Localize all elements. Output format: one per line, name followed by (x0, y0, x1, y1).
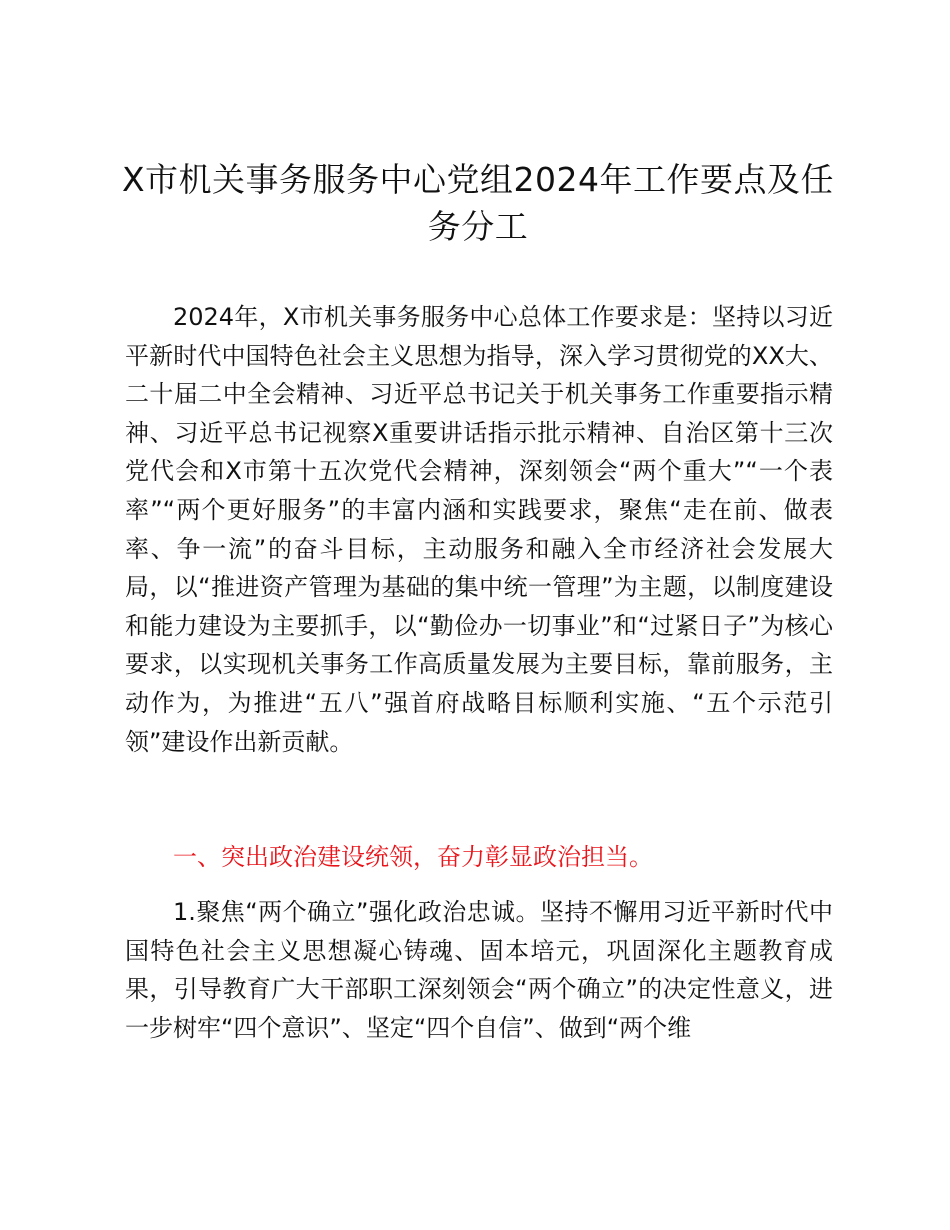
intro-paragraph: 2024年，X市机关事务服务中心总体工作要求是：坚持以习近平新时代中国特色社会主义思想为指导，深入学习贯彻党的XX大、二十届二中全会精神、习近平总书记关于机关事务工作重要指示精神、习近平总书记视察X重要讲话指示批示精神、自治区第十三次党代会和X市第十五次党代会精神，深刻领会“两个重大”“一个表率”“两个更好服务”的丰富内涵和实践要求，聚焦“走在前、做表率、争一流”的奋斗目标，主动服务和融入全市经济社会发展大局，以“推进资产管理为基础的集中统一管理”为主题，以制度建设和能力建设为主要抓手，以“勤俭办一切事业”和“过紧日子”为核心要求，以实现机关事务工作高质量发展为主要目标，靠前服务，主动作为，为推进“五八”强首府战略目标顺利实施、“五个示范引领”建设作出新贡献。 (125, 303, 833, 756)
item-1-paragraph: 1.聚焦“两个确立”强化政治忠诚。坚持不懈用习近平新时代中国特色社会主义思想凝心铸魂、固本培元，巩固深化主题教育成果，引导教育广大干部职工深刻领会“两个确立”的决定性意义，进一步树牢“四个意识”、坚定“四个自信”、做到“两个维 (125, 898, 833, 1042)
document-title: X市机关事务服务中心党组2024年工作要点及任务分工 (121, 160, 835, 246)
section-heading-1: 一、突出政治建设统领，奋力彰显政治担当。 (173, 843, 653, 871)
